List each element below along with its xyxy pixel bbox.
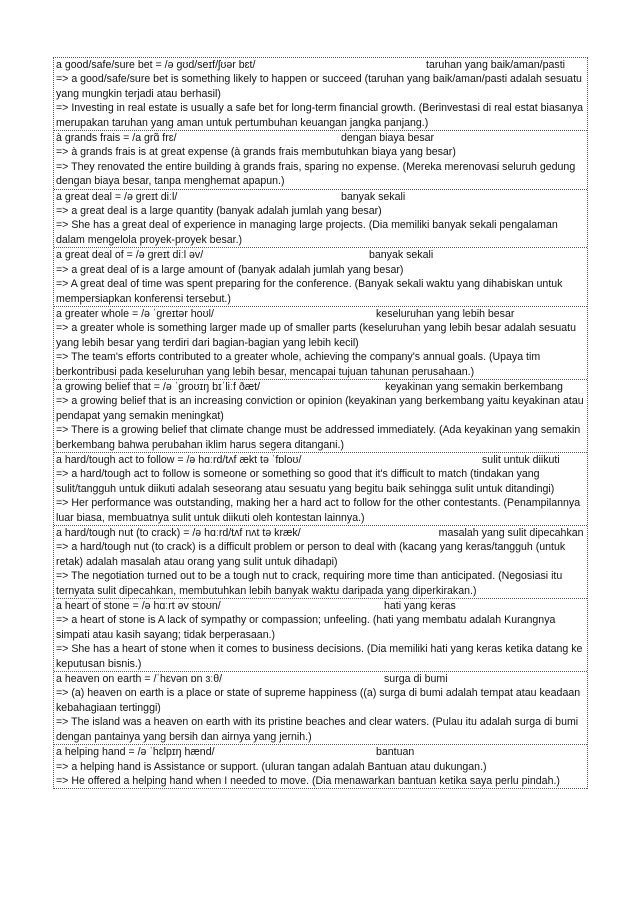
entry-term: a heart of stone = /ə hɑːrt əv stoʊn/ xyxy=(56,600,221,613)
entry-example: => She has a great deal of experience in managing large projects. (Dia memiliki banyak sekali pengalaman dalam mengelola proyek-proyek besar.) xyxy=(56,219,558,246)
entry-head xyxy=(56,745,585,759)
entry-a-heaven-on-earth xyxy=(54,672,587,745)
entry-translation: hati yang keras xyxy=(384,600,456,613)
entry-example: => They renovated the entire building à grands frais, sparing no expense. (Mereka merenovasi seluruh gedung dengan biaya besar, tanpa menghemat apapun.) xyxy=(56,160,576,188)
entry-a-heart-of-stone xyxy=(54,599,587,672)
entry-translation: dengan biaya besar xyxy=(341,132,435,145)
entry-a-helping-hand xyxy=(54,745,587,789)
entry-term: a good/safe/sure bet = /ə gʊd/seɪf/ʃʊər bɛt/ xyxy=(56,59,256,71)
entry-head xyxy=(56,453,585,467)
entry-head xyxy=(56,58,585,72)
entry-term: a hard/tough act to follow = /ə hɑːrd/tʌf ækt tə ˈfɒloʊ/ xyxy=(56,453,302,466)
entry-definition: => a great deal of is a large amount of (banyak adalah jumlah yang besar) xyxy=(56,263,404,276)
entry-term: a growing belief that = /ə ˈgroʊɪŋ bɪˈliːf ðæt/ xyxy=(56,380,261,393)
entry-head xyxy=(56,599,585,613)
vocabulary-table xyxy=(53,57,588,789)
entry-example: => He offered a helping hand when I needed to move. (Dia menawarkan bantuan ketika saya perlu pindah.) xyxy=(56,774,560,787)
entry-head xyxy=(56,307,585,321)
entry-definition: => a helping hand is Assistance or support. (uluran tangan adalah Bantuan atau dukungan.) xyxy=(56,760,487,773)
entry-example: => She has a heart of stone when it comes to business decisions. (Dia memiliki hati yang keras ketika datang ke keputusan bisnis.) xyxy=(56,643,583,670)
entry-a-great-deal-of xyxy=(54,248,587,307)
entry-example: => There is a growing belief that climate change must be addressed immediately. (Ada keyakinan yang semakin berkembang bahwa perubahan iklim harus segera ditangani.) xyxy=(56,424,581,451)
entry-definition: => a heart of stone is A lack of sympathy or compassion; unfeeling. (hati yang membatu adalah Kurangnya simpati atau kasih sayang; tidak berperasaan.) xyxy=(56,614,556,641)
entry-definition: => a growing belief that is an increasing conviction or opinion (keyakinan yang berkembang yaitu keyakinan atau pendapat yang semakin meningkat) xyxy=(56,395,584,422)
entry-translation: sulit untuk diikuti xyxy=(482,453,560,466)
entry-translation: taruhan yang baik/aman/pasti xyxy=(426,59,565,71)
entry-translation: bantuan xyxy=(376,746,415,759)
entry-definition: => (a) heaven on earth is a place or state of supreme happiness ((a) surga di bumi adalah tempat atau keadaan kebahagiaan tertinggi) xyxy=(56,687,581,714)
entry-definition: => a hard/tough act to follow is someone or something so good that it's difficult to match (tindakan yang sulit/tangguh untuk diikuti adalah seseorang atau sesuatu yang begitu baik sehingga sulit untuk ditandingi) xyxy=(56,468,555,495)
entry-a-hard-tough-nut xyxy=(54,526,587,599)
entry-term: a heaven on earth = /ˈhɛvən ɒn ɜːθ/ xyxy=(56,673,223,686)
entry-definition: => a greater whole is something larger made up of smaller parts (keseluruhan yang lebih besar adalah sesuatu yang lebih besar yang terdiri dari bagian-bagian yang lebih kecil) xyxy=(56,322,576,349)
entry-a-hard-tough-act-to-follow xyxy=(54,453,587,526)
entry-example: => A great deal of time was spent preparing for the conference. (Banyak sekali waktu yang dihabiskan untuk mempersiapkan konferensi tersebut.) xyxy=(56,278,563,305)
entry-term: à grands frais = /a grɑ̃ frɛ/ xyxy=(56,132,177,145)
entry-term: a helping hand = /ə ˈhɛlpɪŋ hænd/ xyxy=(56,746,215,759)
entry-good-safe-sure-bet xyxy=(54,58,587,131)
entry-translation: masalah yang sulit dipecahkan xyxy=(438,527,584,539)
entry-example: => Her performance was outstanding, making her a hard act to follow for the other contestants. (Penampilannya luar biasa, membuatnya sulit untuk diikuti oleh kontestan lainnya.) xyxy=(56,497,581,524)
entry-head xyxy=(56,190,585,204)
entry-translation: keyakinan yang semakin berkembang xyxy=(385,380,563,393)
entry-term: a hard/tough nut (to crack) = /ə hɑːrd/tʌf nʌt tə kræk/ xyxy=(56,527,301,539)
entry-term: a great deal = /ə greɪt diːl/ xyxy=(56,190,178,203)
entry-head xyxy=(56,380,585,394)
entry-a-greater-whole xyxy=(54,307,587,380)
entry-example: => The island was a heaven on earth with its pristine beaches and clear waters. (Pulau itu adalah surga di bumi dengan pantainya yang bersih dan airnya yang jernih.) xyxy=(56,716,579,743)
entry-definition: => a great deal is a large quantity (banyak adalah jumlah yang besar) xyxy=(56,205,382,218)
entry-head xyxy=(56,248,585,262)
entry-a-grands-frais xyxy=(54,131,587,190)
entry-head xyxy=(56,526,585,540)
entry-definition: => a good/safe/sure bet is something likely to happen or succeed (taruhan yang baik/aman/pasti adalah sesuatu yang mungkin terjadi atau berhasil) xyxy=(56,73,582,100)
entry-translation: surga di bumi xyxy=(384,673,448,686)
entry-term: a great deal of = /ə greɪt diːl əv/ xyxy=(56,249,204,262)
entry-translation: keseluruhan yang lebih besar xyxy=(376,307,515,320)
entry-example: => The team's efforts contributed to a greater whole, achieving the company's annual goals. (Upaya tim berkontribusi pada keseluruhan yang lebih besar, mencapai tujuan tahunan perusahaan.) xyxy=(56,351,541,378)
entry-example: => Investing in real estate is usually a safe bet for long-term financial growth. (Berinvestasi di real estat biasanya merupakan taruhan yang aman untuk pertumbuhan keuangan jangka panjang.) xyxy=(56,102,584,129)
entry-head xyxy=(56,672,585,686)
entry-definition: => a hard/tough nut (to crack) is a difficult problem or person to deal with (kacang yang keras/tangguh (untuk retak) adalah masalah atau orang yang sulit untuk dihadapi) xyxy=(56,541,566,568)
entry-a-great-deal xyxy=(54,190,587,249)
entry-example: => The negotiation turned out to be a tough nut to crack, requiring more time than anticipated. (Negosiasi itu ternyata sulit dipecahkan, membutuhkan lebih banyak waktu daripada yang diperkirakan.) xyxy=(56,570,563,597)
entry-definition: => à grands frais is at great expense (à grands frais membutuhkan biaya yang besar) xyxy=(56,146,456,159)
entry-a-growing-belief-that xyxy=(54,380,587,453)
entry-term: a greater whole = /ə ˈgreɪtər hoʊl/ xyxy=(56,307,214,320)
entry-translation: banyak sekali xyxy=(341,190,406,203)
entry-translation: banyak sekali xyxy=(369,249,434,262)
entry-head xyxy=(56,131,585,145)
